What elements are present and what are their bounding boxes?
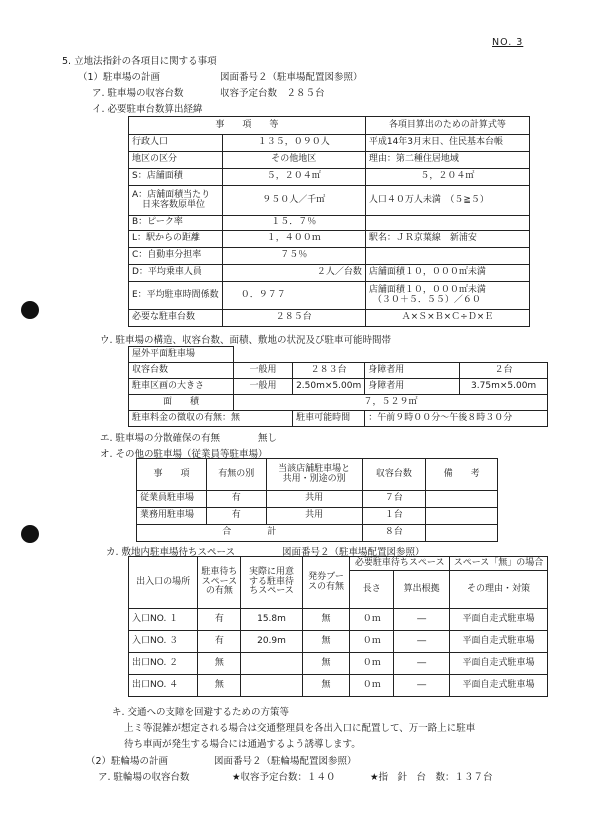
waiting-has: 無 [198, 675, 241, 697]
reason: 平面自走式駐車場 [450, 675, 548, 697]
entrance-location: 入口NO. ３ [129, 631, 198, 653]
reason: 平面自走式駐車場 [450, 653, 548, 675]
row-note: 平成14年3月末日、住民基本台帳 [365, 135, 529, 152]
bicycle-capacity-heading: ア. 駐輪場の収容台数 [98, 772, 190, 783]
need-length: ０ｍ [350, 653, 394, 675]
row-label: 地区の区分 [129, 152, 223, 169]
row-value: ７５％ [222, 248, 365, 265]
row-label: L：駅からの距離 [129, 231, 223, 248]
distributed-parking-heading: エ. 駐車場の分散確保の有無 [100, 433, 221, 444]
row-note [365, 216, 529, 231]
table-header: 算出根拠 [394, 571, 450, 609]
need-length: ０ｍ [350, 631, 394, 653]
waiting-has: 有 [198, 631, 241, 653]
row-value: １３５，０９０人 [222, 135, 365, 152]
table-header: 収容台数 [362, 459, 426, 491]
table-header: その理由・対策 [450, 571, 548, 609]
parking-plan-heading: （1）駐車場の計画 [78, 72, 161, 83]
required-spaces-heading: イ. 必要駐車台数算出経緯 [92, 104, 203, 115]
waiting-length: 20.9m [241, 631, 302, 653]
row-note: 人口４０万人未満 （５≧５） [365, 186, 529, 216]
bicycle-plan-drawing-ref: 図面番号２（駐輪場配置図参照） [214, 756, 357, 767]
distributed-parking-value: 無し [258, 433, 278, 444]
row-capacity: ７台 [362, 491, 426, 508]
basis: ― [394, 675, 450, 697]
row-note [365, 248, 529, 265]
capacity-label: 収容台数 [129, 363, 234, 379]
table-header: スペース「無」の場合 [450, 557, 548, 571]
traffic-measures-line-1: 上ミ等混雑が想定される場合は交通整理員を各出入口に配置して、万一路上に駐車 [124, 723, 476, 734]
row-label: B：ピーク率 [129, 216, 223, 231]
row-value: その他地区 [222, 152, 365, 169]
disabled-capacity: ２台 [460, 363, 548, 379]
row-note: ５，２０４㎡ [365, 169, 529, 186]
row-value: ２人／台数 [222, 265, 365, 282]
table-header: 当該店舗駐車場と 共用・別途の別 [266, 459, 362, 491]
row-capacity: １台 [362, 508, 426, 525]
general-capacity: ２８３台 [293, 363, 365, 379]
disabled-size: 3.75m×5.00m [460, 379, 548, 395]
waiting-length [241, 653, 302, 675]
row-value: ９５０人／千㎡ [222, 186, 365, 216]
row-label: S：店舗面積 [129, 169, 223, 186]
table-header: 長さ [350, 571, 394, 609]
row-label: E：平均駐車時間係数 [129, 282, 223, 310]
disabled-label: 身障者用 [365, 379, 460, 395]
capacity-heading: ア. 駐車場の収容台数 [92, 88, 184, 99]
hours-label: 駐車可能時間 [293, 411, 365, 427]
row-value: １５．７％ [222, 216, 365, 231]
row-value: ０．９７７ [222, 282, 365, 310]
table-header: 出入口の場所 [129, 557, 198, 609]
table-header: 各項目算出のための計算式等 [365, 117, 529, 135]
reason: 平面自走式駐車場 [450, 631, 548, 653]
traffic-measures-line-2: 待ち車両が発生する場合には通過するよう誘導します。 [124, 739, 361, 750]
table-header: 事 項 等 [129, 117, 366, 135]
traffic-measures-heading: キ. 交通への支障を回避するための方策等 [112, 707, 290, 718]
row-note: 店舗面積１０，０００㎡未満 [365, 265, 529, 282]
other-parking-heading: オ. その他の駐車場（従業員等駐車場） [100, 449, 268, 460]
punch-hole-top [21, 301, 39, 319]
row-label: 従業員駐車場 [137, 491, 207, 508]
row-has: 有 [206, 491, 266, 508]
other-parking-table [136, 458, 498, 542]
need-length: ０ｍ [350, 675, 394, 697]
row-note: 駅名：ＪＲ京葉線 新浦安 [365, 231, 529, 248]
waiting-has: 無 [198, 653, 241, 675]
waiting-has: 有 [198, 609, 241, 631]
row-label: 行政人口 [129, 135, 223, 152]
entrance-location: 出口NO. ２ [129, 653, 198, 675]
table-header: 備 考 [426, 459, 498, 491]
area-value: ７，５２９㎡ [234, 395, 548, 411]
row-label: 業務用駐車場 [137, 508, 207, 525]
booth-has: 無 [302, 675, 350, 697]
bicycle-plan-heading: （2）駐輪場の計画 [86, 756, 169, 767]
table-header: 駐車待ち スペース の有無 [198, 557, 241, 609]
fee-status: 駐車料金の徴収の有無：無 [129, 411, 293, 427]
waiting-space-drawing-ref: 図面番号２（駐車場配置図参照） [282, 547, 425, 558]
booth-has: 無 [302, 609, 350, 631]
row-note: Ａ×Ｓ×Ｂ×Ｃ÷Ｄ×Ｅ [365, 310, 529, 327]
area-label: 面 積 [129, 395, 234, 411]
structure-table [128, 346, 548, 427]
row-has: 有 [206, 508, 266, 525]
table-header: 実際に用意 する駐車待 ちスペース [241, 557, 302, 609]
capacity-value: 収容予定台数 ２８５台 [220, 88, 325, 99]
bicycle-capacity-guideline: ★指 針 台 数：１３７台 [370, 772, 493, 783]
hours-value: ：午前９時００分～午後８時３０分 [365, 411, 548, 427]
row-value: ５，２０４㎡ [222, 169, 365, 186]
structure-heading: ウ. 駐車場の構造、収容台数、面積、敷地の状況及び駐車可能時間帯 [100, 335, 392, 346]
bicycle-capacity-planned: ★収容予定台数：１４０ [232, 772, 336, 783]
parking-type: 屋外平面駐車場 [129, 347, 234, 363]
reason: 平面自走式駐車場 [450, 609, 548, 631]
booth-has: 無 [302, 631, 350, 653]
row-label: D：平均乗車人員 [129, 265, 223, 282]
parking-plan-drawing-ref: 図面番号２（駐車場配置図参照） [220, 72, 363, 83]
row-value: １，４００ｍ [222, 231, 365, 248]
table-header: 発券ブー スの有無 [302, 557, 350, 609]
general-label: 一般用 [234, 363, 293, 379]
section-5-heading: 5. 立地法指針の各項目に関する事項 [62, 56, 217, 67]
table-header: 事 項 [137, 459, 207, 491]
entrance-location: 出口NO. ４ [129, 675, 198, 697]
punch-hole-bottom [21, 525, 39, 543]
table-header: 有無の別 [206, 459, 266, 491]
row-value: ２８５台 [222, 310, 365, 327]
waiting-length: 15.8m [241, 609, 302, 631]
general-label: 一般用 [234, 379, 293, 395]
booth-has: 無 [302, 653, 350, 675]
row-share: 共用 [266, 508, 362, 525]
total-capacity: ８台 [362, 525, 426, 542]
waiting-space-table [128, 556, 548, 697]
basis: ― [394, 631, 450, 653]
row-note: 店舗面積１０，０００㎡未満 （３０＋５．５５）／６０ [365, 282, 529, 310]
waiting-length [241, 675, 302, 697]
size-label: 駐車区画の大きさ [129, 379, 234, 395]
basis: ― [394, 609, 450, 631]
page-number: NO. 3 [492, 37, 524, 48]
row-label: A：店舗面積当たり 日来客数原単位 [129, 186, 223, 216]
row-note: 理由：第二種住居地域 [365, 152, 529, 169]
row-label: 必要な駐車台数 [129, 310, 223, 327]
disabled-label: 身障者用 [365, 363, 460, 379]
table-header: 必要駐車待ちスペース [350, 557, 450, 571]
basis: ― [394, 653, 450, 675]
required-spaces-table [128, 116, 530, 327]
row-label: C：自動車分担率 [129, 248, 223, 265]
entrance-location: 入口NO. １ [129, 609, 198, 631]
general-size: 2.50m×5.00m [293, 379, 365, 395]
waiting-space-heading: カ. 敷地内駐車場待ちスペース [106, 547, 236, 558]
row-share: 共用 [266, 491, 362, 508]
total-label: 合 計 [137, 525, 363, 542]
need-length: ０ｍ [350, 609, 394, 631]
